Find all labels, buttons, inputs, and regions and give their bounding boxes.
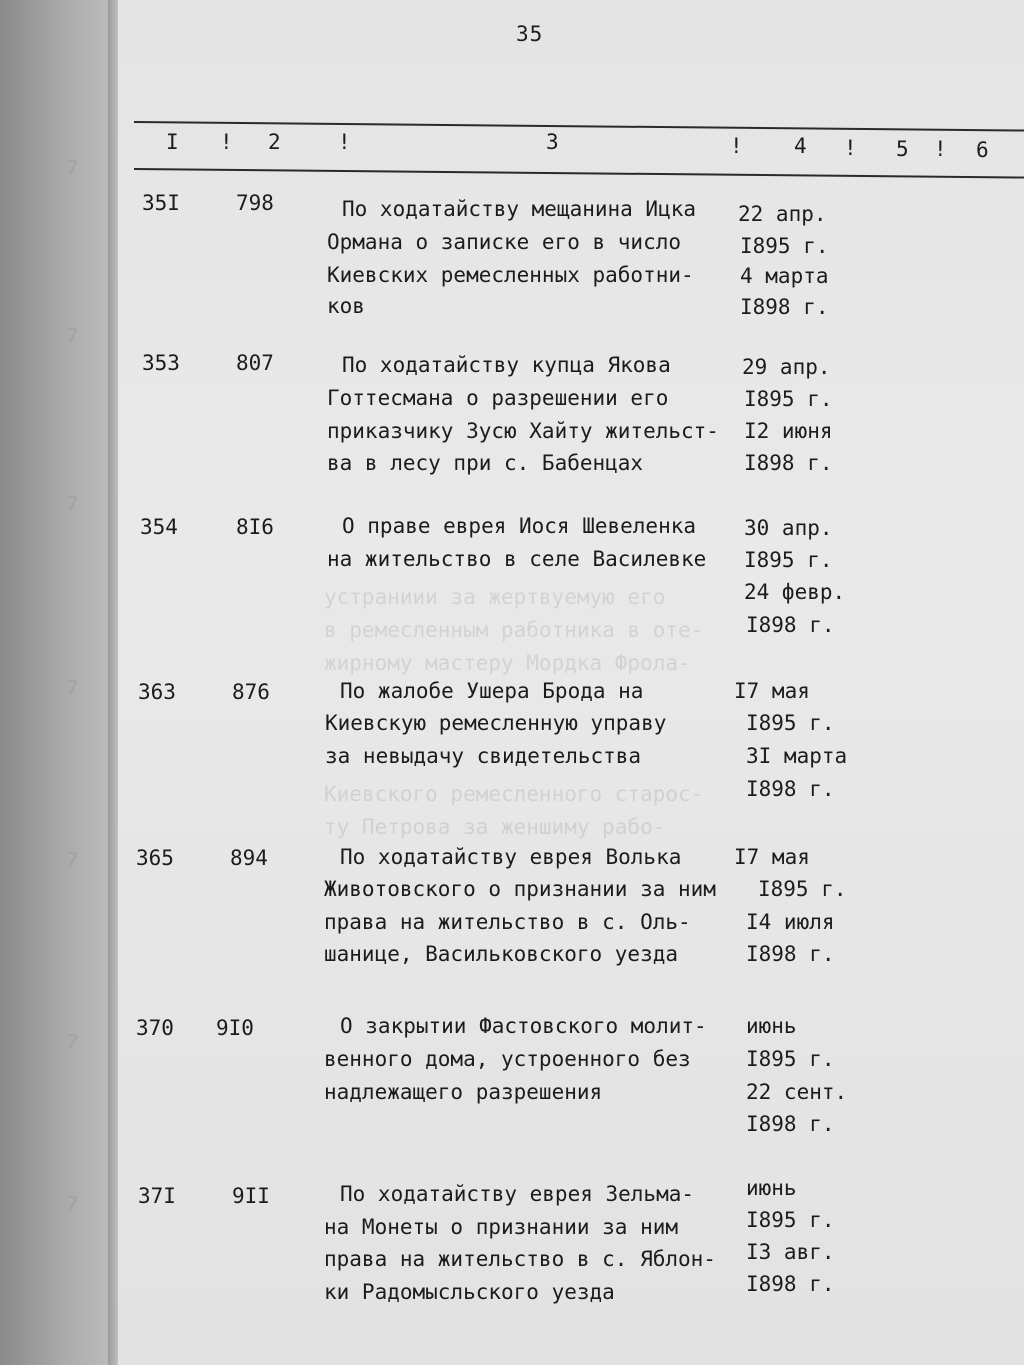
date-end: I3 авг. [746,1240,835,1264]
description-line: права на жительство в с. Оль- [324,910,691,934]
column-header-3: 3 [546,130,559,154]
facing-page-bleed: 7 [64,847,80,873]
description-line: По ходатайству еврея Волька [340,845,682,869]
facing-page-bleed: 7 [64,1191,80,1217]
show-through-text: ту Петрова за женшиму рабо- [324,815,666,839]
column-separator: ! [338,130,351,154]
file-number: 894 [230,846,268,870]
date-end: I2 июня [744,419,833,443]
date-start-year: I895 г. [758,877,847,901]
date-start: 22 апр. [738,202,827,226]
date-start: июнь [746,1014,797,1038]
show-through-text: в ремесленным работника в оте- [324,618,704,642]
description-line: надлежащего разрешения [324,1080,603,1104]
date-end-year: I898 г. [740,295,829,319]
description-line: ков [327,294,365,318]
case-number: 37I [138,1184,176,1208]
facing-page-bleed: 7 [64,491,80,517]
date-start-year: I895 г. [746,1047,835,1071]
date-end-year: I898 г. [746,942,835,966]
show-through-text: устраниии за жертвуемую его [324,585,666,609]
column-header-2: 2 [268,130,281,154]
description-line: Готтесмана о разрешении его [327,386,669,410]
file-number: 9II [232,1184,270,1208]
file-number: 9I0 [216,1016,254,1040]
facing-page-bleed: 7 [64,675,80,701]
date-start-year: I895 г. [746,1208,835,1232]
description-line: По жалобе Ушера Брода на [340,679,644,703]
description-line: ки Радомысльского уезда [324,1280,615,1304]
description-line: Киевскую ремесленную управу [325,711,667,735]
column-separator: ! [730,134,743,158]
case-number: 354 [140,515,178,539]
date-end: I4 июля [746,910,835,934]
date-start: I7 мая [734,679,810,703]
description-line: права на жительство в с. Яблон- [324,1247,716,1271]
date-start: июнь [746,1176,797,1200]
column-header-6: 6 [976,138,989,162]
date-end: 22 сент. [746,1080,848,1104]
description-line: на Монеты о признании за ним [324,1215,679,1239]
date-end-year: I898 г. [746,777,835,801]
description-line: шанице, Васильковского уезда [324,942,679,966]
date-end-year: I898 г. [746,613,835,637]
case-number: 365 [136,846,174,870]
description-line: Животовского о признании за ним [324,877,716,901]
column-header-1: I [166,130,179,154]
show-through-text: жирному мастеру Мордка Фрола- [324,651,691,675]
description-line: Киевских ремесленных работни- [327,263,694,287]
file-number: 876 [232,680,270,704]
page-number: 35 [516,22,544,46]
facing-page-bleed: 7 [64,323,80,349]
file-number: 798 [236,191,274,215]
description-line: О закрытии Фастовского молит- [340,1014,707,1038]
date-start-year: I895 г. [740,234,829,258]
case-number: 353 [142,351,180,375]
date-end: 4 марта [740,264,829,288]
description-line: на жительство в селе Василевке [327,547,707,571]
facing-page [0,0,112,1365]
date-start: 30 апр. [744,516,833,540]
header-rule-bottom [134,168,1024,179]
case-number: 35I [142,191,180,215]
file-number: 8I6 [236,515,274,539]
description-line: ва в лесу при с. Бабенцах [327,451,644,475]
date-end-year: I898 г. [746,1112,835,1136]
file-number: 807 [236,351,274,375]
description-line: По ходатайству мещанина Ицка [342,197,697,221]
column-separator: ! [934,137,947,161]
date-start-year: I895 г. [746,711,835,735]
facing-page-bleed: 7 [64,1029,80,1055]
date-start: 29 апр. [742,355,831,379]
description-line: По ходатайству купца Якова [342,353,671,377]
description-line: Ормана о записке его в число [327,230,682,254]
facing-page-bleed: 7 [64,155,80,181]
case-number: 363 [138,680,176,704]
document-page [118,0,1024,1365]
date-start: I7 мая [734,845,810,869]
column-header-4: 4 [794,134,807,158]
description-line: О праве еврея Иося Шевеленка [342,514,697,538]
description-line: за невыдачу свидетельства [325,744,642,768]
date-end: 24 февр. [744,580,846,604]
date-end-year: I898 г. [744,451,833,475]
description-line: По ходатайству еврея Зельма- [340,1182,695,1206]
column-separator: ! [220,130,233,154]
show-through-text: Киевского ремесленного старос- [324,782,704,806]
date-end-year: I898 г. [746,1272,835,1296]
column-header-5: 5 [896,137,909,161]
date-start-year: I895 г. [744,548,833,572]
description-line: приказчику Зусю Хайту жительст- [327,419,719,443]
date-start-year: I895 г. [744,387,833,411]
description-line: венного дома, устроенного без [324,1047,691,1071]
date-end: 3I марта [746,744,848,768]
case-number: 370 [136,1016,174,1040]
column-separator: ! [844,136,857,160]
